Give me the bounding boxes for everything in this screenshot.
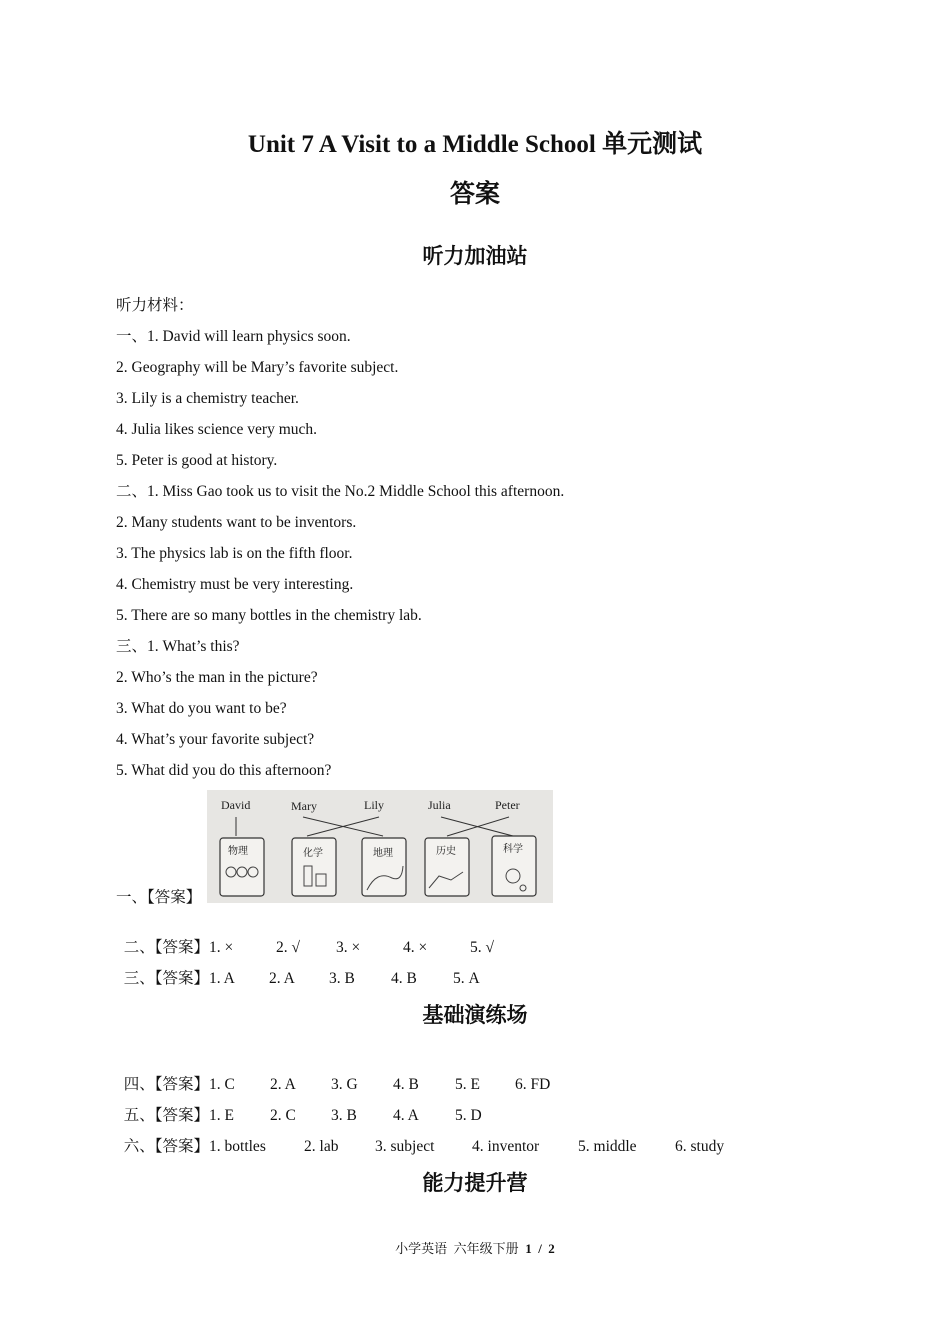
listening-line: 2. Who’s the man in the picture?	[116, 669, 318, 686]
answer-item: 1. C	[209, 1076, 235, 1093]
section-ability: 能力提升营	[422, 1171, 528, 1195]
picture-name-julia: Julia	[428, 798, 451, 812]
answer-item: 5. A	[453, 970, 480, 987]
answer-item: 5. E	[455, 1076, 480, 1093]
page-subtitle: 答案	[449, 181, 500, 208]
match-line-peter	[447, 817, 509, 836]
answer-item: 1. E	[209, 1107, 234, 1124]
answer-3-prefix: 三、【答案】	[123, 970, 210, 987]
listening-line: 2. Geography will be Mary’s favorite subject.	[116, 359, 399, 376]
answer-item: 2. C	[270, 1107, 296, 1124]
answer-item: 2. lab	[304, 1138, 339, 1155]
book-label: 化学	[303, 848, 323, 859]
answer-item: 4. ×	[403, 939, 428, 956]
picture-name-lily: Lily	[364, 798, 384, 812]
listening-line: 4. Julia likes science very much.	[116, 421, 318, 438]
listening-line: 4. Chemistry must be very interesting.	[116, 576, 354, 593]
page-footer	[0, 1238, 950, 1257]
section-listening: 听力加油站	[422, 244, 528, 268]
listening-line: 3. What do you want to be?	[116, 700, 287, 717]
book-chemistry	[292, 838, 336, 896]
listening-line: 三、1. What’s this?	[116, 638, 240, 655]
listening-material-label: 听力材料：	[116, 297, 194, 314]
answer-item: 5. middle	[578, 1138, 637, 1155]
answer-item: 4. inventor	[472, 1138, 540, 1155]
answer-6-prefix: 六、【答案】	[123, 1138, 210, 1155]
answer-item: 6. FD	[515, 1076, 551, 1093]
answer-item: 2. A	[269, 970, 295, 987]
book-label: 历史	[436, 846, 456, 857]
answer-item: 1. A	[209, 970, 235, 987]
listening-line: 4. What’s your favorite subject?	[116, 731, 315, 748]
listening-line: 5. What did you do this afternoon?	[116, 762, 332, 779]
listening-line: 一、1. David will learn physics soon.	[116, 328, 351, 345]
listening-line: 5. There are so many bottles in the chemistry lab.	[116, 607, 422, 624]
section-basic: 基础演练场	[422, 1003, 528, 1027]
answer-matching-picture	[207, 790, 553, 903]
match-line-lily	[307, 817, 379, 836]
answer-item: 4. A	[393, 1107, 419, 1124]
answer-2-prefix: 二、【答案】	[123, 939, 210, 956]
page-number: 1 / 2	[525, 1241, 555, 1256]
answer-item: 3. ×	[336, 939, 361, 956]
book-label: 地理	[373, 848, 393, 859]
book-label: 科学	[503, 844, 523, 855]
listening-line: 2. Many students want to be inventors.	[116, 514, 357, 531]
answer-1-prefix: 一、【答案】	[116, 889, 202, 906]
answer-item: 4. B	[393, 1076, 419, 1093]
answer-3-row	[116, 949, 480, 989]
answer-item: 3. B	[329, 970, 355, 987]
listening-line: 二、1. Miss Gao took us to visit the No.2 Middle School this afternoon.	[116, 483, 565, 500]
listening-line: 3. The physics lab is on the fifth floor.	[116, 545, 353, 562]
answer-item: 3. G	[331, 1076, 358, 1093]
answer-5-prefix: 五、【答案】	[123, 1107, 210, 1124]
picture-name-david: David	[221, 798, 251, 812]
answer-item: 1. bottles	[209, 1138, 266, 1155]
answer-item: 3. subject	[375, 1138, 435, 1155]
page-title: Unit 7 A Visit to a Middle School 单元测试	[247, 131, 703, 158]
listening-line: 3. Lily is a chemistry teacher.	[116, 390, 299, 407]
answer-item: 5. √	[470, 939, 495, 956]
book-label: 物理	[228, 846, 248, 857]
picture-name-mary: Mary	[291, 799, 317, 813]
answer-item: 1. ×	[209, 939, 234, 956]
answer-item: 3. B	[331, 1107, 357, 1124]
answer-4-prefix: 四、【答案】	[123, 1076, 210, 1093]
answer-item: 2. A	[270, 1076, 296, 1093]
answer-item: 6. study	[675, 1138, 725, 1155]
answer-6-row	[116, 1117, 724, 1157]
answer-item: 4. B	[391, 970, 417, 987]
answer-item: 2. √	[276, 939, 301, 956]
footer-text: 小学英语 六年级下册	[395, 1241, 526, 1256]
picture-name-peter: Peter	[495, 798, 520, 812]
answer-item: 5. D	[455, 1107, 482, 1124]
listening-line: 5. Peter is good at history.	[116, 452, 278, 469]
